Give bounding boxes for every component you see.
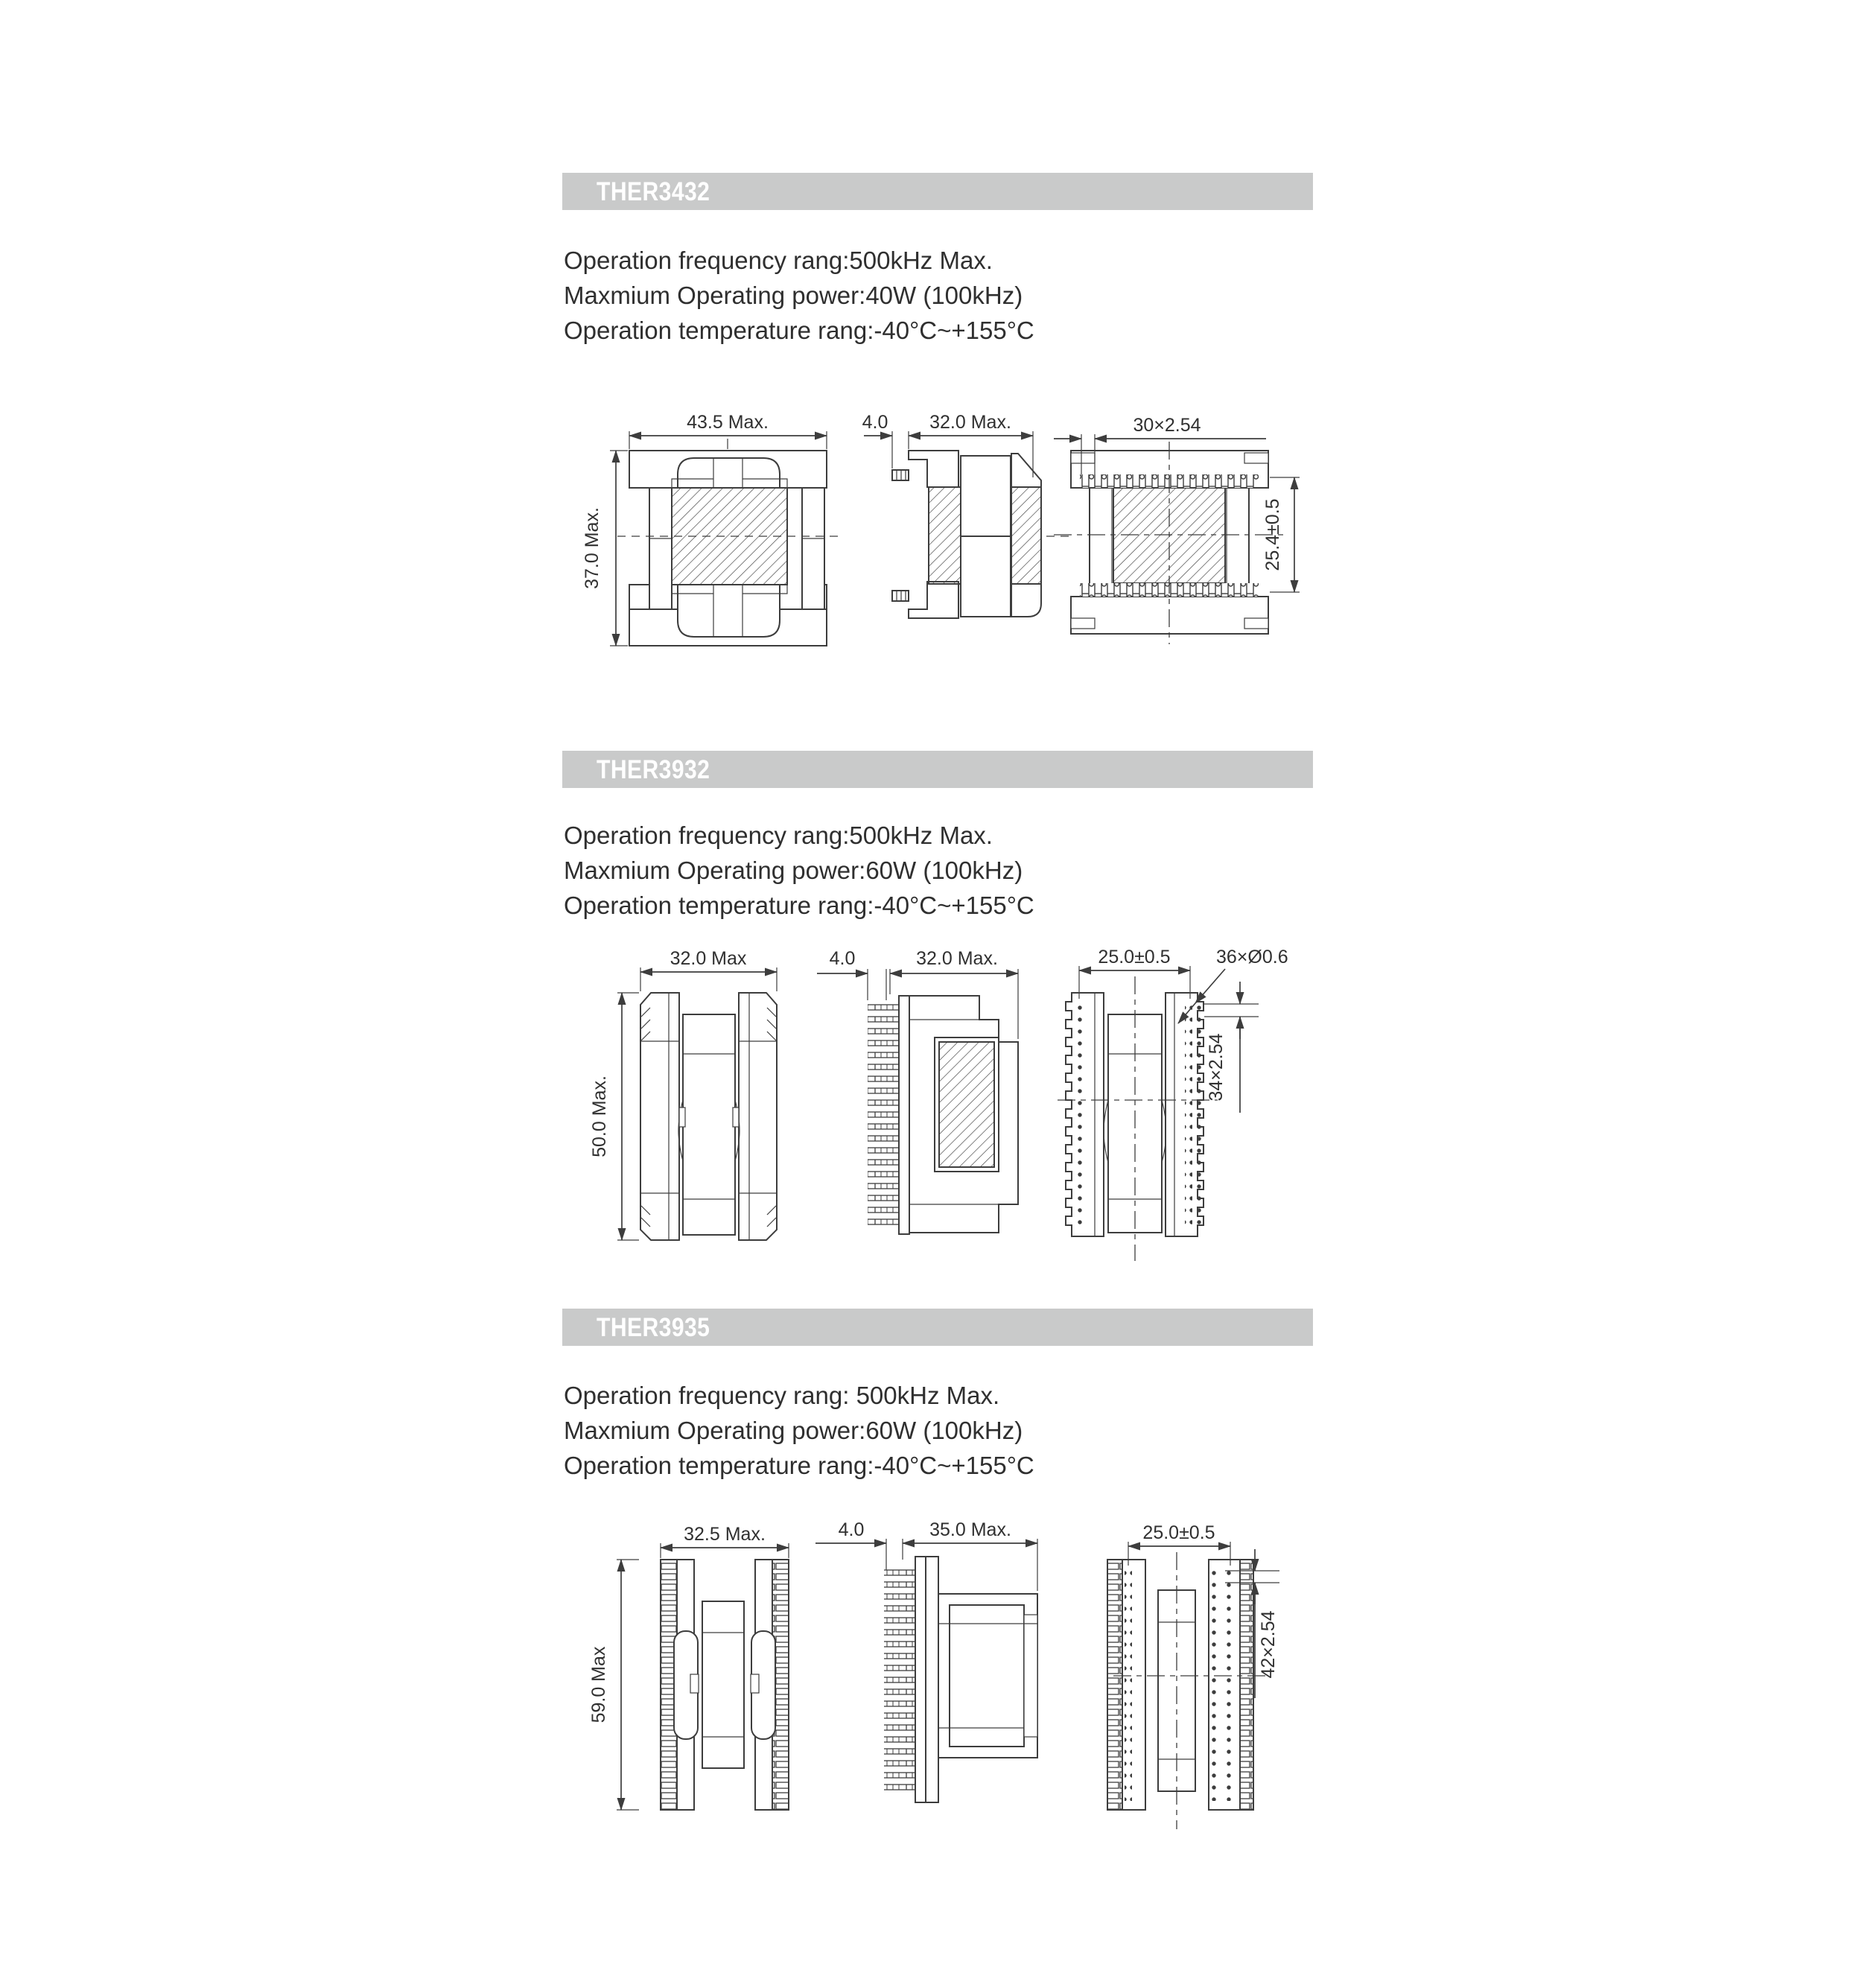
dim-pin-pitch: 34×2.54 [1206, 1033, 1227, 1102]
spec-block-ther3932 [564, 818, 1313, 923]
side-view [884, 1557, 1037, 1802]
spec-line: Operation temperature rang:-40°C~+155°C [564, 317, 1034, 344]
side-view [868, 996, 1018, 1234]
dim-rear-width: 25.0±0.5 [1098, 947, 1171, 967]
section-title: THER3932 [597, 755, 710, 784]
dim-pin-gap: 4.0 [829, 948, 856, 969]
section-title: THER3432 [597, 177, 710, 206]
rear-view [1058, 976, 1218, 1261]
front-view [640, 993, 777, 1240]
dim-hole-spec: 36×Ø0.6 [1216, 947, 1288, 967]
dim-front-width: 32.0 Max [670, 948, 747, 969]
dim-front-height: 59.0 Max [588, 1646, 609, 1723]
dim-rear-width: 25.0±0.5 [1142, 1522, 1215, 1543]
dim-side-width: 35.0 Max. [929, 1519, 1011, 1540]
technical-drawing-ther3432 [562, 406, 1313, 652]
spec-line: Maxmium Operating power:40W (100kHz) [564, 282, 1023, 309]
section-title: THER3935 [597, 1313, 710, 1342]
spec-line: Maxmium Operating power:60W (100kHz) [564, 857, 1023, 884]
dim-side-width: 32.0 Max. [916, 948, 998, 969]
rear-view [1054, 442, 1288, 644]
spec-line: Operation temperature rang:-40°C~+155°C [564, 1452, 1034, 1479]
dim-front-height: 37.0 Max. [582, 507, 602, 589]
section-header-ther3932 [562, 751, 1313, 788]
spec-line: Operation frequency rang: 500kHz Max. [564, 1382, 1000, 1409]
section-header-ther3432 [562, 173, 1313, 210]
spec-block-ther3432 [564, 243, 1313, 348]
dim-front-width: 32.5 Max. [684, 1524, 766, 1545]
front-view [617, 439, 838, 646]
spec-line: Operation frequency rang:500kHz Max. [564, 247, 993, 274]
spec-line: Operation temperature rang:-40°C~+155°C [564, 892, 1034, 919]
dim-pin-pitch: 42×2.54 [1258, 1610, 1279, 1679]
dim-pin-gap: 4.0 [862, 412, 888, 433]
technical-drawing-ther3935 [562, 1519, 1313, 1832]
spec-line: Operation frequency rang:500kHz Max. [564, 822, 993, 849]
front-view [661, 1560, 789, 1810]
spec-block-ther3935 [564, 1378, 1313, 1483]
side-view [892, 451, 1069, 618]
dim-side-width: 32.0 Max. [929, 412, 1011, 433]
technical-drawing-ther3932 [562, 942, 1313, 1262]
dim-pin-gap: 4.0 [838, 1519, 865, 1540]
section-header-ther3935 [562, 1309, 1313, 1346]
rear-view [1107, 1552, 1270, 1829]
dim-pin-pitch: 30×2.54 [1133, 415, 1201, 436]
spec-line: Maxmium Operating power:60W (100kHz) [564, 1417, 1023, 1444]
dim-front-width: 43.5 Max. [687, 412, 769, 433]
dim-pin-row-span: 25.4±0.5 [1262, 498, 1283, 571]
dim-front-height: 50.0 Max. [589, 1075, 610, 1157]
